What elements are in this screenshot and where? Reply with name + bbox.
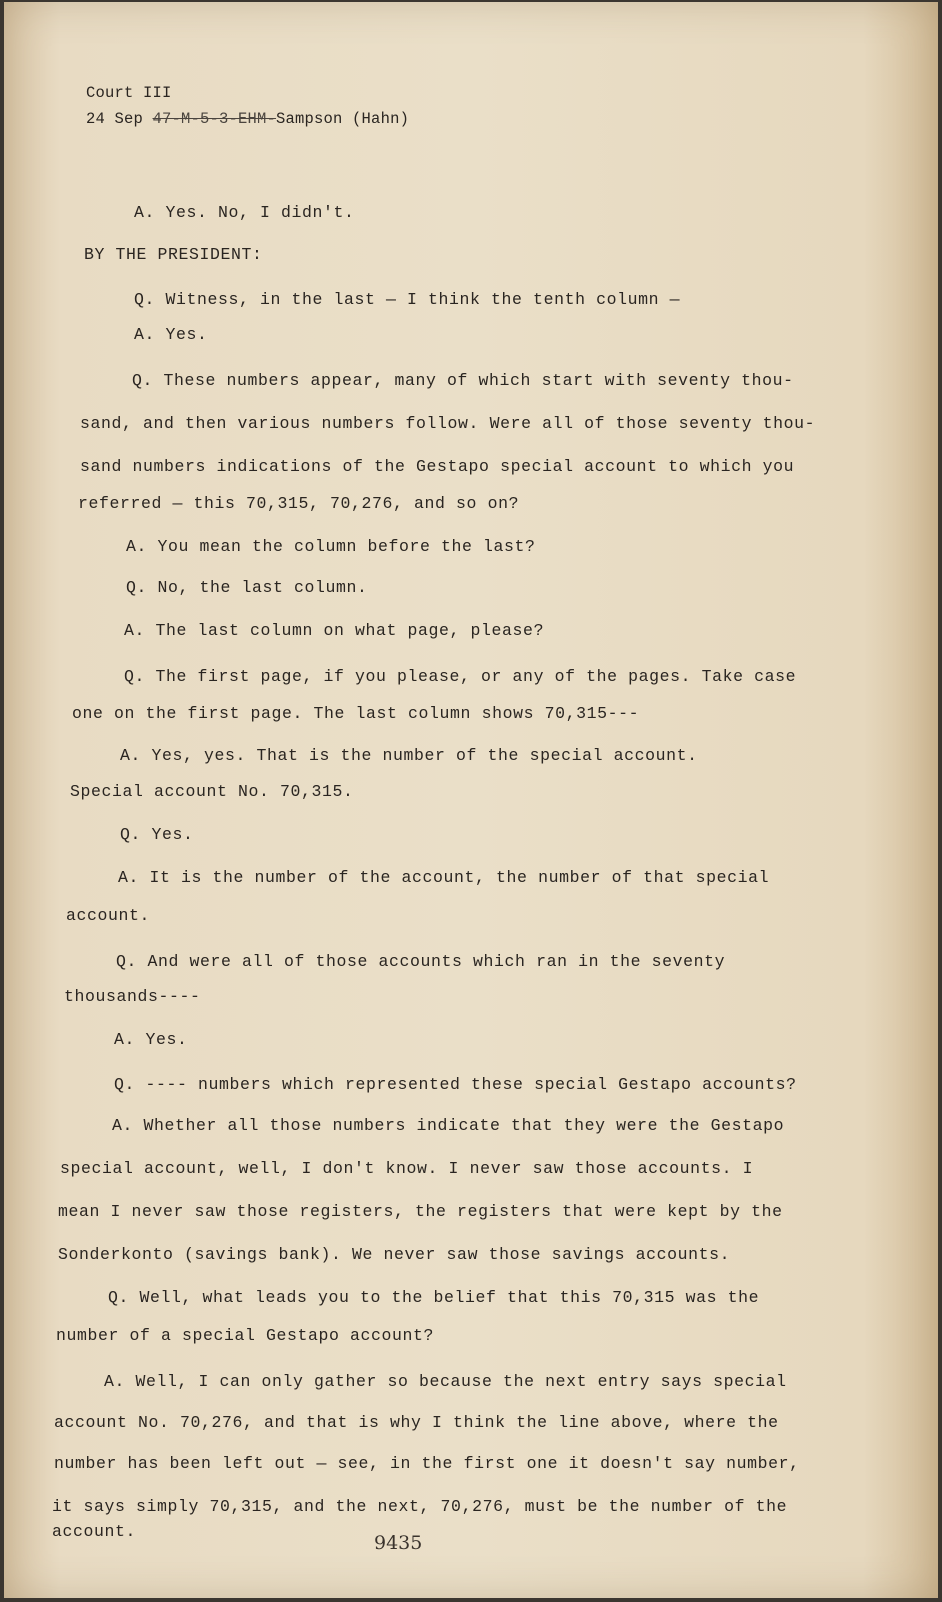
- speaker-heading: BY THE PRESIDENT:: [84, 245, 263, 264]
- transcript-line: Q. Yes.: [120, 825, 194, 844]
- document-page: [4, 2, 938, 1598]
- date-code-suffix: Sampson (Hahn): [276, 110, 410, 128]
- transcript-line: number has been left out — see, in the first one it doesn't say number,: [54, 1454, 800, 1473]
- transcript-line: Q. And were all of those accounts which ran in the seventy: [116, 952, 726, 971]
- transcript-line: special account, well, I don't know. I never saw those accounts. I: [60, 1159, 754, 1178]
- transcript-line: A. Well, I can only gather so because the next entry says special: [104, 1372, 787, 1391]
- transcript-line: mean I never saw those registers, the registers that were kept by the: [58, 1202, 783, 1221]
- page-number: 9435: [374, 1532, 423, 1554]
- transcript-line: account No. 70,276, and that is why I think the line above, where the: [54, 1413, 779, 1432]
- transcript-line: A. It is the number of the account, the number of that special: [118, 868, 770, 887]
- transcript-line: A. Whether all those numbers indicate that they were the Gestapo: [112, 1116, 785, 1135]
- transcript-line: referred — this 70,315, 70,276, and so on?: [78, 494, 520, 513]
- transcript-line: thousands----: [64, 987, 201, 1006]
- transcript-line: account.: [66, 906, 151, 925]
- transcript-line: A. Yes, yes. That is the number of the special account.: [120, 746, 698, 765]
- date-code-struck: 47-M-5-3-EHM-: [152, 110, 277, 128]
- transcript-line: sand, and then various numbers follow. Were all of those seventy thou-: [80, 414, 816, 433]
- transcript-line: account.: [52, 1522, 137, 1541]
- transcript-line: Q. These numbers appear, many of which start with seventy thou-: [132, 371, 794, 390]
- transcript-line: A. Yes. No, I didn't.: [134, 203, 355, 222]
- transcript-line: Special account No. 70,315.: [70, 782, 354, 801]
- transcript-line: Sonderkonto (savings bank). We never saw those savings accounts.: [58, 1245, 731, 1264]
- transcript-line: A. Yes.: [134, 325, 208, 344]
- transcript-line: it says simply 70,315, and the next, 70,276, must be the number of the: [52, 1497, 788, 1516]
- transcript-line: Q. The first page, if you please, or any of the pages. Take case: [124, 667, 797, 686]
- transcript-line: Q. ---- numbers which represented these special Gestapo accounts?: [114, 1075, 797, 1094]
- transcript-line: A. You mean the column before the last?: [126, 537, 536, 556]
- transcript-line: A. Yes.: [114, 1030, 188, 1049]
- transcript-line: Q. No, the last column.: [126, 578, 368, 597]
- transcript-line: number of a special Gestapo account?: [56, 1326, 435, 1345]
- transcript-line: one on the first page. The last column shows 70,315---: [72, 704, 640, 723]
- date-code-prefix: 24 Sep: [86, 110, 153, 128]
- transcript-line: Q. Well, what leads you to the belief that this 70,315 was the: [108, 1288, 760, 1307]
- transcript-line: Q. Witness, in the last — I think the tenth column —: [134, 290, 681, 309]
- transcript-line: sand numbers indications of the Gestapo special account to which you: [80, 457, 795, 476]
- court-label: Court III: [86, 84, 172, 102]
- transcript-body: [4, 2, 938, 1598]
- transcript-line: A. The last column on what page, please?: [124, 621, 545, 640]
